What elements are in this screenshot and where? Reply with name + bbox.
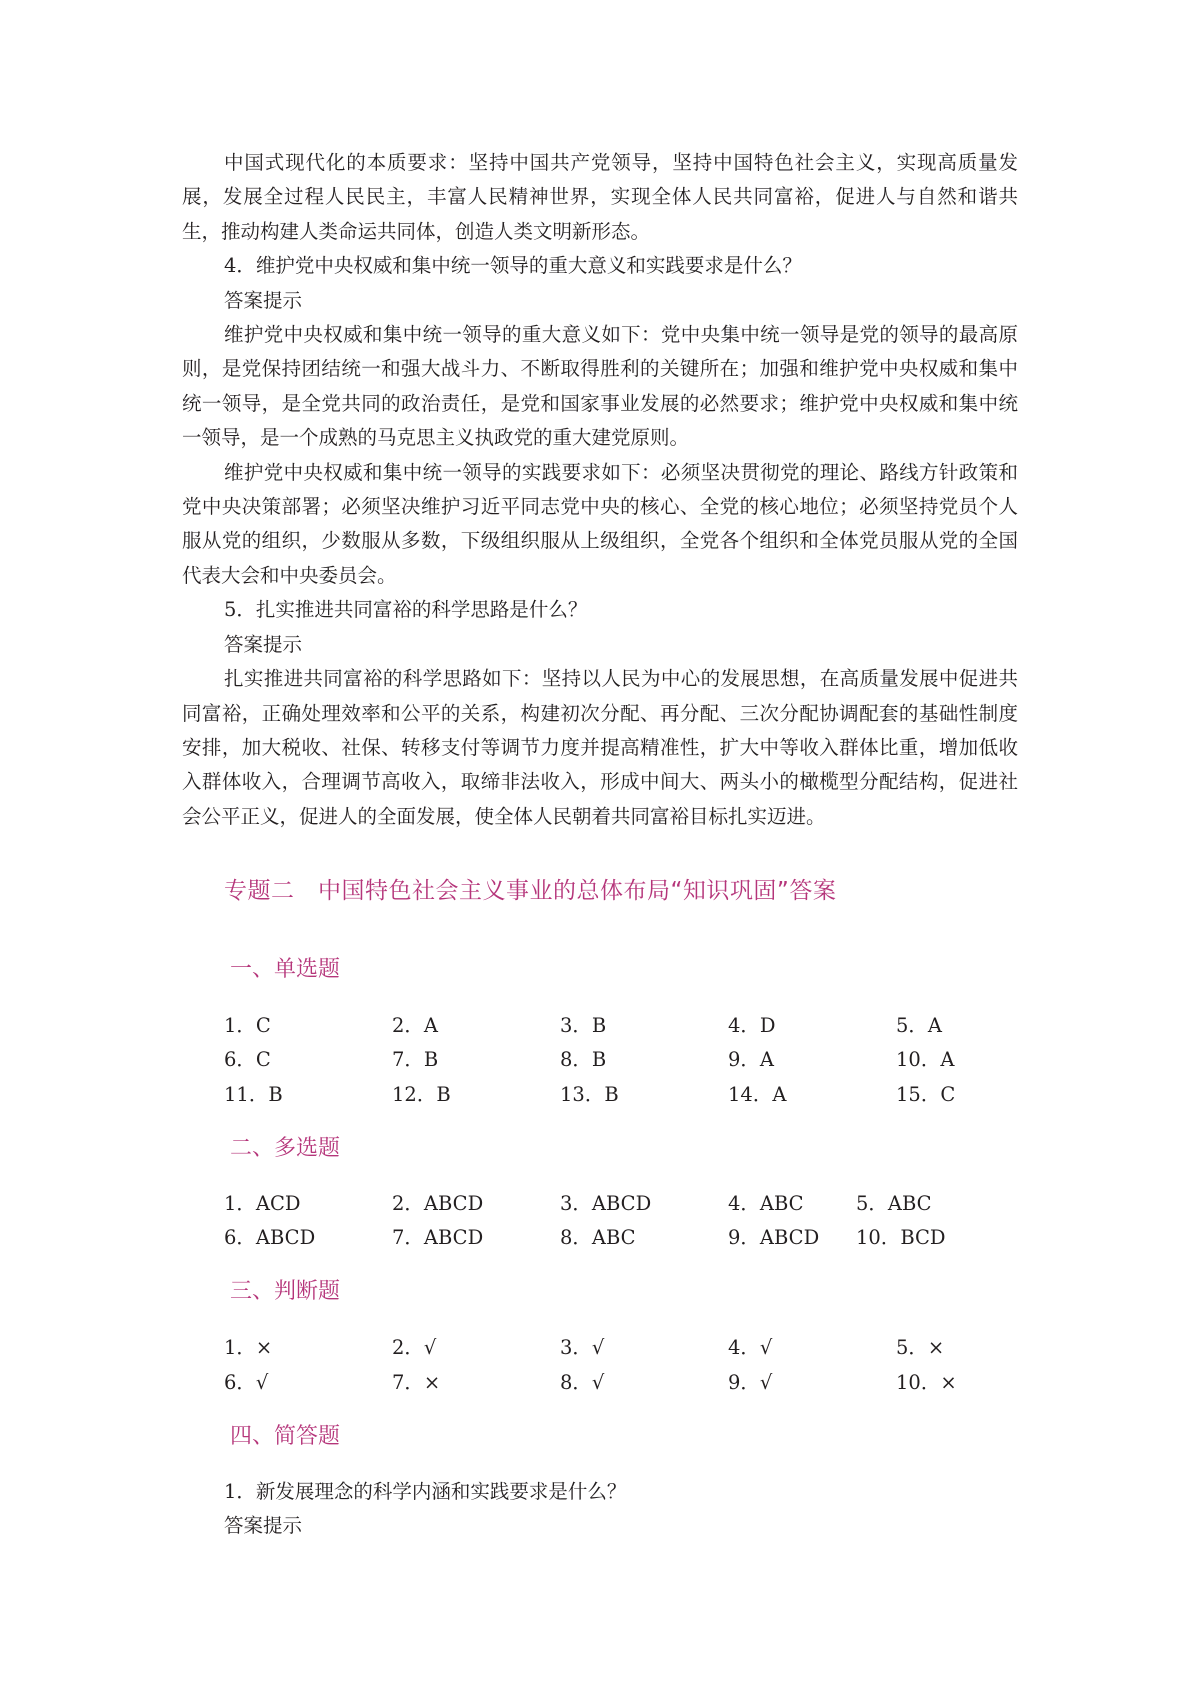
answer-item: 3．ABCD	[560, 1192, 652, 1215]
answer-item: 8．B	[560, 1048, 607, 1071]
question-4: 4．维护党中央权威和集中统一领导的重大意义和实践要求是什么？	[224, 254, 802, 278]
answer-item: 12．B	[392, 1083, 451, 1106]
answer-row	[224, 1009, 984, 1043]
section-heading-multi-choice: 二、多选题	[230, 1136, 341, 1161]
answer-item: 2．ABCD	[392, 1192, 484, 1215]
answer-item: 10．×	[896, 1371, 957, 1394]
answer-row	[224, 1366, 984, 1400]
answer-item: 7．ABCD	[392, 1226, 484, 1249]
question-5: 5．扎实推进共同富裕的科学思路是什么？	[224, 598, 588, 622]
answer-item: 10．BCD	[856, 1226, 946, 1249]
answer-paragraph-significance: 维护党中央权威和集中统一领导的重大意义如下：党中央集中统一领导是党的领导的最高原则，是党保持团结统一和强大战斗力、不断取得胜利的关键所在；加强和维护党中央权威和集中统一领导，是全党共同的政治责任，是党和国家事业发展的必然要求；维护党中央权威和集中统一领导，是一个成熟的马克思主义执政党的重大建党原则。	[182, 323, 1018, 450]
section-heading-true-false: 三、判断题	[230, 1279, 341, 1304]
answer-item: 1．C	[224, 1014, 271, 1037]
answer-paragraph-common-prosperity: 扎实推进共同富裕的科学思路如下：坚持以人民为中心的发展思想，在高质量发展中促进共同富裕，正确处理效率和公平的关系，构建初次分配、再分配、三次分配协调配套的基础性制度安排，加大税收、社保、转移支付等调节力度并提高精准性，扩大中等收入群体比重，增加低收入群体收入，合理调节高收入，取缔非法收入，形成中间大、两头小的橄榄型分配结构，促进社会公平正义，促进人的全面发展，使全体人民朝着共同富裕目标扎实迈进。	[182, 667, 1018, 828]
answer-item: 13．B	[560, 1083, 619, 1106]
answer-row	[224, 1187, 984, 1221]
answer-item: 5．A	[896, 1014, 942, 1037]
answer-hint-label: 答案提示	[224, 288, 303, 312]
answer-item: 10．A	[896, 1048, 955, 1071]
short-answer-question-1: 1．新发展理念的科学内涵和实践要求是什么？	[224, 1480, 627, 1503]
answer-item: 4．√	[728, 1336, 773, 1359]
answer-item: 3．B	[560, 1014, 607, 1037]
topic-title: 专题二 中国特色社会主义事业的总体布局“知识巩固”答案	[224, 878, 837, 904]
answer-row	[224, 1078, 984, 1112]
answer-item: 4．ABC	[728, 1192, 804, 1215]
answer-item: 9．ABCD	[728, 1226, 820, 1249]
answer-row	[224, 1043, 984, 1077]
answer-item: 8．ABC	[560, 1226, 636, 1249]
answer-item: 5．×	[896, 1336, 945, 1359]
answer-item: 2．√	[392, 1336, 437, 1359]
answer-row	[224, 1221, 984, 1255]
answer-paragraph-practice: 维护党中央权威和集中统一领导的实践要求如下：必须坚决贯彻党的理论、路线方针政策和党中央决策部署；必须坚决维护习近平同志党中央的核心、全党的核心地位；必须坚持党员个人服从党的组织，少数服从多数，下级组织服从上级组织，全党各个组织和全体党员服从党的全国代表大会和中央委员会。	[182, 460, 1018, 587]
answer-item: 9．√	[728, 1371, 773, 1394]
answer-item: 6．√	[224, 1371, 269, 1394]
answer-item: 6．ABCD	[224, 1226, 316, 1249]
answer-item: 5．ABC	[856, 1192, 932, 1215]
top-text-block	[182, 146, 1018, 834]
answer-hint-label: 答案提示	[224, 1514, 303, 1537]
paragraph-modernization-requirements: 中国式现代化的本质要求：坚持中国共产党领导，坚持中国特色社会主义，实现高质量发展，发展全过程人民民主，丰富人民精神世界，实现全体人民共同富裕，促进人与自然和谐共生，推动构建人类命运共同体，创造人类文明新形态。	[182, 151, 1018, 243]
answer-item: 7．B	[392, 1048, 439, 1071]
section-heading-short-answer: 四、简答题	[230, 1424, 341, 1449]
answer-item: 1．ACD	[224, 1192, 301, 1215]
answer-item: 4．D	[728, 1014, 776, 1037]
answer-item: 11．B	[224, 1083, 283, 1106]
answer-item: 14．A	[728, 1083, 787, 1106]
answer-item: 8．√	[560, 1371, 605, 1394]
answer-item: 1．×	[224, 1336, 273, 1359]
answer-hint-label: 答案提示	[224, 632, 303, 656]
answer-item: 7．×	[392, 1371, 441, 1394]
section-heading-single-choice: 一、单选题	[230, 957, 341, 982]
answer-item: 9．A	[728, 1048, 774, 1071]
answer-item: 2．A	[392, 1014, 438, 1037]
answer-item: 3．√	[560, 1336, 605, 1359]
answer-item: 15．C	[896, 1083, 956, 1106]
answer-item: 6．C	[224, 1048, 271, 1071]
answer-row	[224, 1331, 984, 1365]
